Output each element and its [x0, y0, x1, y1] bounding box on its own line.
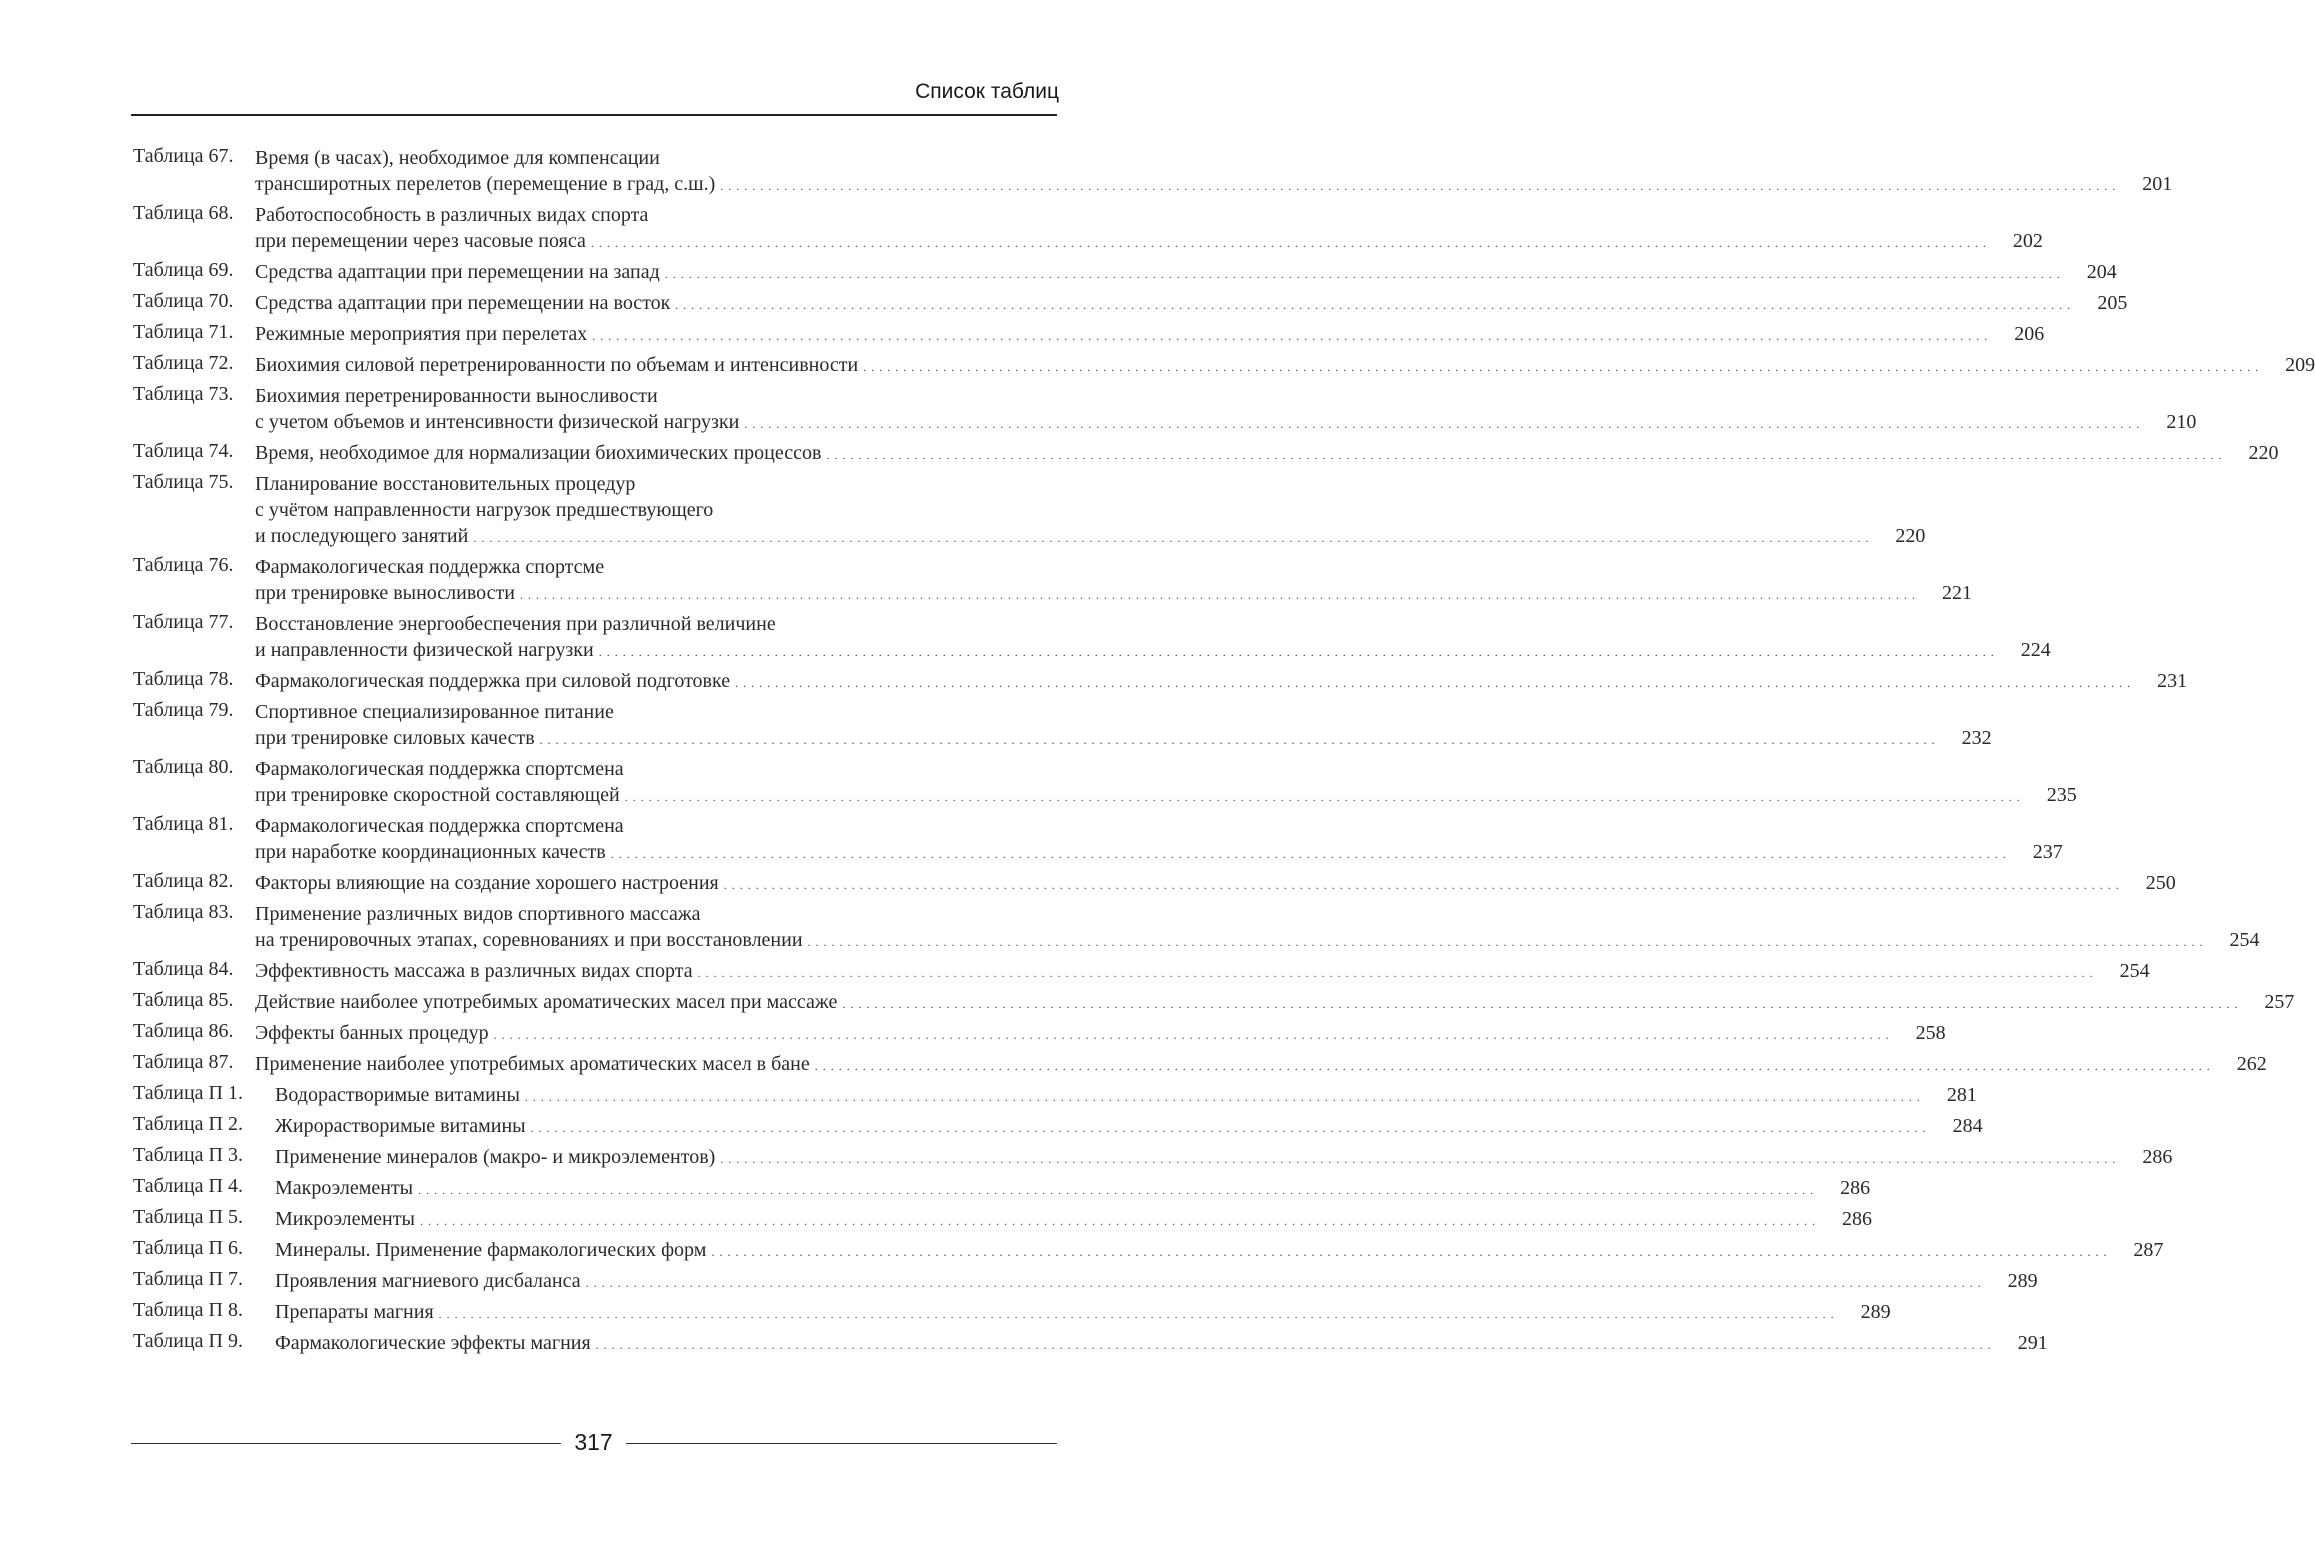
toc-entry-title-line: Препараты магния: [275, 1301, 434, 1323]
toc-entry: [133, 1299, 1891, 1330]
toc-entry-title-line: Фармакологическая поддержка спортсме: [255, 556, 605, 578]
toc-entry-last-line: [255, 409, 2196, 435]
dot-leader: [520, 580, 1916, 606]
toc-entry-body: [255, 1113, 1983, 1144]
toc-entry-last-line: [255, 927, 2260, 953]
toc-entry-page: 237: [2032, 841, 2063, 863]
toc-entry-body: [255, 668, 2187, 699]
toc-entry-last-line: [255, 321, 2044, 347]
toc-entry-page: 258: [1915, 1022, 1946, 1044]
dot-leader: [525, 1082, 1921, 1108]
toc-entry-title-line: Спортивное специализированное питание: [255, 701, 614, 723]
toc-entry-page: 235: [2046, 784, 2077, 806]
toc-entry-last-line: [255, 523, 1925, 549]
dot-leader: [698, 958, 2094, 984]
toc-entry: [133, 1020, 1946, 1051]
toc-entry-last-line: [255, 725, 1992, 751]
toc-entry: [133, 699, 1992, 756]
toc-entry-title-line: Средства адаптации при перемещении на восток: [255, 292, 671, 314]
toc-entry-body: [255, 989, 2294, 1020]
toc-entry-title-line: с учетом объемов и интенсивности физической нагрузки: [255, 411, 740, 433]
toc-entry-title-line: Фармакологическая поддержка спортсмена: [255, 815, 624, 837]
toc-entry-label: Таблица 78.: [133, 668, 234, 690]
dot-leader: [540, 725, 1936, 751]
toc-entry-page: 201: [2142, 173, 2173, 195]
toc-entry-title-line: при тренировке скоростной составляющей: [255, 784, 620, 806]
toc-entry-last-line: [255, 1020, 1946, 1046]
dot-leader: [418, 1175, 1814, 1201]
toc-entry-title-line: Время (в часах), необходимое для компенсации: [255, 147, 660, 169]
toc-entry-page: 291: [2017, 1332, 2048, 1354]
toc-entry-last-line: [275, 1330, 2048, 1356]
toc-entry-last-line: [255, 870, 2176, 896]
toc-entry-body: [255, 870, 2176, 901]
toc-entry-label: Таблица П 1.: [133, 1082, 243, 1104]
toc-entry-label: Таблица 83.: [133, 901, 234, 923]
toc-entry-label: Таблица 68.: [133, 202, 234, 224]
dot-leader: [599, 637, 1995, 663]
toc-entry-title-line: Жирорастворимые витамины: [275, 1115, 526, 1137]
toc-entry-page: 206: [2014, 323, 2045, 345]
toc-entry-label: Таблица 76.: [133, 554, 234, 576]
toc-entry: [133, 1175, 1871, 1206]
toc-entry-last-line: [255, 839, 2063, 865]
toc-entry: [133, 1144, 2173, 1175]
toc-entry-last-line: [275, 1299, 1891, 1325]
toc-entry-title-line: при перемещении через часовые пояса: [255, 230, 586, 252]
toc-entry-label: Таблица П 6.: [133, 1237, 243, 1259]
toc-entry-last-line: [255, 259, 2117, 285]
toc-entry-title-line: Работоспособность в различных видах спорта: [255, 204, 649, 226]
toc-entry-body: [255, 1268, 2038, 1299]
footer-rule-right: [626, 1443, 1057, 1444]
toc-entry-title-line: Режимные мероприятия при перелетах: [255, 323, 588, 345]
toc-entry-page: 287: [2133, 1239, 2164, 1261]
toc-entry-last-line: [255, 668, 2187, 694]
toc-entry-title-line: при тренировке силовых качеств: [255, 727, 535, 749]
toc-entry-title-line: и последующего занятий: [255, 525, 469, 547]
dot-leader: [863, 352, 2259, 378]
toc-entry-title-line: Водорастворимые витамины: [275, 1084, 520, 1106]
toc-entry-label: Таблица 85.: [133, 989, 234, 1011]
toc-entry-last-line: [275, 1175, 1870, 1201]
toc-entry-page: 289: [2007, 1270, 2038, 1292]
toc-entry-label: Таблица П 2.: [133, 1113, 243, 1135]
toc-entry-body: [255, 756, 2077, 813]
toc-entry-title-line: Действие наиболее употребимых ароматических масел при массаже: [255, 991, 838, 1013]
toc-entry-body: [255, 202, 2043, 259]
toc-entry-title-line: и направленности физической нагрузки: [255, 639, 594, 661]
toc-entry-last-line: [275, 1113, 1983, 1139]
toc-entry: [133, 145, 2173, 202]
toc-entry-page: 231: [2157, 670, 2188, 692]
dot-leader: [473, 523, 1869, 549]
toc-entry-label: Таблица 77.: [133, 611, 234, 633]
toc-entry-title-line: Средства адаптации при перемещении на запад: [255, 261, 660, 283]
toc-entry: [133, 958, 2150, 989]
toc-entry-title-line: Фармакологическая поддержка спортсмена: [255, 758, 624, 780]
toc-entry-last-line: [255, 958, 2150, 984]
toc-entry-last-line: [275, 1237, 2163, 1263]
toc-entry-page: 210: [2166, 411, 2197, 433]
toc-entry-last-line: [255, 1051, 2267, 1077]
toc-entry-page: 286: [1840, 1177, 1871, 1199]
toc-entry-label: Таблица 80.: [133, 756, 234, 778]
toc-entry-title-line: на тренировочных этапах, соревнованиях и при восстановлении: [255, 929, 803, 951]
dot-leader: [842, 989, 2238, 1015]
toc-entry-page: 220: [2248, 442, 2279, 464]
toc-entry-label: Таблица 84.: [133, 958, 234, 980]
dot-leader: [596, 1330, 1992, 1356]
toc-entry-title-line: при тренировке выносливости: [255, 582, 515, 604]
toc-entry-last-line: [255, 440, 2278, 466]
toc-entry-title-line: Проявления магниевого дисбаланса: [275, 1270, 581, 1292]
toc-entry-label: Таблица П 7.: [133, 1268, 243, 1290]
toc-entry: [133, 1237, 2164, 1268]
toc-entry-label: Таблица П 4.: [133, 1175, 243, 1197]
toc-entry: [133, 290, 2128, 321]
toc-entry: [133, 989, 2295, 1020]
footer-rule-left: [131, 1443, 561, 1444]
dot-leader: [592, 321, 1988, 347]
toc-entry-body: [255, 813, 2063, 870]
dot-leader: [439, 1299, 1835, 1325]
toc-entry: [133, 471, 1926, 554]
toc-entry-body: [255, 440, 2278, 471]
toc-entry-last-line: [255, 580, 1972, 606]
toc-entry-last-line: [275, 1144, 2172, 1170]
toc-entry: [133, 1082, 1977, 1113]
dot-leader: [420, 1206, 1816, 1232]
toc-entry-page: 254: [2229, 929, 2260, 951]
toc-entry-body: [255, 1051, 2267, 1082]
toc-entry-title-line: Фармакологическая поддержка при силовой подготовке: [255, 670, 731, 692]
toc-entry-label: Таблица П 9.: [133, 1330, 243, 1352]
toc-entry-page: 289: [1860, 1301, 1891, 1323]
toc-entry-body: [255, 1299, 1891, 1330]
dot-leader: [625, 782, 2021, 808]
toc-entry: [133, 440, 2279, 471]
toc-entry-page: 221: [1941, 582, 1972, 604]
toc-entry-body: [255, 1082, 1977, 1113]
toc-entry: [133, 1268, 2038, 1299]
toc-entry-label: Таблица 74.: [133, 440, 234, 462]
toc-entry-last-line: [275, 1206, 1872, 1232]
toc-entry-page: 204: [2086, 261, 2117, 283]
toc-entry-label: Таблица 81.: [133, 813, 234, 835]
dot-leader: [591, 228, 1987, 254]
toc-entry-body: [255, 471, 1925, 554]
toc-entry-label: Таблица 70.: [133, 290, 234, 312]
toc-entry-label: Таблица П 5.: [133, 1206, 243, 1228]
dot-leader: [735, 668, 2131, 694]
toc-entry-title-line: Применение наиболее употребимых ароматических масел в бане: [255, 1053, 810, 1075]
toc-entry-body: [255, 958, 2150, 989]
toc-entry-body: [255, 554, 1972, 611]
toc-entry-page: 284: [1952, 1115, 1983, 1137]
toc-entry-body: [255, 290, 2127, 321]
toc-entry-label: Таблица П 8.: [133, 1299, 243, 1321]
toc-entry-body: [255, 352, 2315, 383]
running-head: Список таблиц: [915, 80, 1059, 103]
header-rule: [131, 114, 1057, 116]
toc-entry-title-line: при наработке координационных качеств: [255, 841, 606, 863]
toc-entry-label: Таблица 75.: [133, 471, 234, 493]
toc-entry-last-line: [275, 1082, 1977, 1108]
toc-entry-last-line: [255, 228, 2043, 254]
dot-leader: [720, 171, 2116, 197]
toc-entry-body: [255, 1175, 1870, 1206]
toc-entry-title-line: Факторы влияющие на создание хорошего настроения: [255, 872, 719, 894]
toc-entry-label: Таблица 73.: [133, 383, 234, 405]
toc-entry-title-line: Время, необходимое для нормализации биохимических процессов: [255, 442, 822, 464]
toc-entry-body: [255, 901, 2260, 958]
toc-entry-page: 286: [1841, 1208, 1872, 1230]
toc-entry-page: 250: [2145, 872, 2176, 894]
toc-entry: [133, 611, 2051, 668]
toc-entry-last-line: [255, 637, 2051, 663]
toc-entry-title-line: Применение минералов (макро- и микроэлементов): [275, 1146, 716, 1168]
toc-entry-body: [255, 699, 1992, 756]
toc-entry-page: 262: [2236, 1053, 2267, 1075]
toc-entry-page: 224: [2020, 639, 2051, 661]
toc-entry-last-line: [275, 1268, 2038, 1294]
toc-entry-label: Таблица 79.: [133, 699, 234, 721]
toc-entry-last-line: [255, 290, 2127, 316]
toc-entry: [133, 321, 2045, 352]
toc-entry-page: 281: [1946, 1084, 1977, 1106]
toc-entry: [133, 1206, 1872, 1237]
toc-entry-title-line: Биохимия перетренированности выносливости: [255, 385, 658, 407]
toc-entry-body: [255, 145, 2172, 202]
toc-entry: [133, 383, 2197, 440]
toc-entry-label: Таблица 71.: [133, 321, 234, 343]
toc-entry: [133, 668, 2188, 699]
toc-entry-page: 254: [2119, 960, 2150, 982]
toc-entry-body: [255, 1020, 1946, 1051]
dot-leader: [808, 927, 2204, 953]
table-of-contents: [133, 145, 2315, 1361]
toc-entry-last-line: [255, 352, 2315, 378]
toc-entry-title-line: Эффекты банных процедур: [255, 1022, 489, 1044]
toc-entry-last-line: [255, 782, 2077, 808]
toc-entry-label: Таблица 69.: [133, 259, 234, 281]
toc-entry-page: 202: [2012, 230, 2043, 252]
toc-entry-page: 286: [2142, 1146, 2173, 1168]
page-number: 317: [574, 1429, 613, 1455]
toc-entry-label: Таблица 72.: [133, 352, 234, 374]
toc-entry: [133, 756, 2077, 813]
dot-leader: [675, 290, 2071, 316]
toc-entry-title-line: Микроэлементы: [275, 1208, 415, 1230]
toc-entry-body: [255, 1237, 2163, 1268]
toc-entry: [133, 870, 2176, 901]
toc-entry-page: 205: [2097, 292, 2128, 314]
toc-entry-title-line: Применение различных видов спортивного массажа: [255, 903, 701, 925]
toc-entry: [133, 1113, 1983, 1144]
toc-entry: [133, 259, 2117, 290]
dot-leader: [586, 1268, 1982, 1294]
toc-entry: [133, 202, 2043, 259]
dot-leader: [744, 409, 2140, 435]
toc-entry: [133, 901, 2260, 958]
toc-entry-title-line: Биохимия силовой перетренированности по объемам и интенсивности: [255, 354, 859, 376]
toc-entry-body: [255, 383, 2196, 440]
toc-entry-title-line: трансширотных перелетов (перемещение в град, с.ш.): [255, 173, 716, 195]
toc-entry-label: Таблица 82.: [133, 870, 234, 892]
dot-leader: [711, 1237, 2107, 1263]
toc-entry-title-line: Фармакологические эффекты магния: [275, 1332, 591, 1354]
dot-leader: [531, 1113, 1927, 1139]
dot-leader: [720, 1144, 2116, 1170]
toc-entry-page: 232: [1961, 727, 1992, 749]
toc-entry: [133, 554, 1972, 611]
toc-entry: [133, 352, 2315, 383]
toc-entry-last-line: [255, 989, 2294, 1015]
toc-entry-title-line: Макроэлементы: [275, 1177, 414, 1199]
toc-entry: [133, 1330, 2048, 1361]
toc-entry-label: Таблица П 3.: [133, 1144, 243, 1166]
toc-entry-label: Таблица 87.: [133, 1051, 234, 1073]
toc-entry-body: [255, 611, 2051, 668]
toc-entry-body: [255, 321, 2044, 352]
toc-entry-body: [255, 259, 2117, 290]
toc-entry-body: [255, 1144, 2172, 1175]
toc-entry-last-line: [255, 171, 2172, 197]
dot-leader: [494, 1020, 1890, 1046]
toc-entry-title-line: Минералы. Применение фармакологических форм: [275, 1239, 707, 1261]
toc-entry-body: [255, 1330, 2048, 1361]
toc-entry-title-line: Эффективность массажа в различных видах спорта: [255, 960, 693, 982]
dot-leader: [724, 870, 2120, 896]
toc-entry-title-line: Восстановление энергообеспечения при различной величине: [255, 613, 776, 635]
toc-entry-page: 209: [2285, 354, 2315, 376]
toc-entry-body: [255, 1206, 1872, 1237]
toc-entry: [133, 1051, 2267, 1082]
dot-leader: [815, 1051, 2211, 1077]
toc-entry-label: Таблица 86.: [133, 1020, 234, 1042]
dot-leader: [826, 440, 2222, 466]
dot-leader: [611, 839, 2007, 865]
toc-entry-page: 257: [2264, 991, 2295, 1013]
toc-entry-page: 220: [1895, 525, 1926, 547]
toc-entry: [133, 813, 2063, 870]
toc-entry-title-line: с учётом направленности нагрузок предшествующего: [255, 499, 714, 521]
dot-leader: [665, 259, 2061, 285]
toc-entry-title-line: Планирование восстановительных процедур: [255, 473, 636, 495]
toc-entry-label: Таблица 67.: [133, 145, 234, 167]
